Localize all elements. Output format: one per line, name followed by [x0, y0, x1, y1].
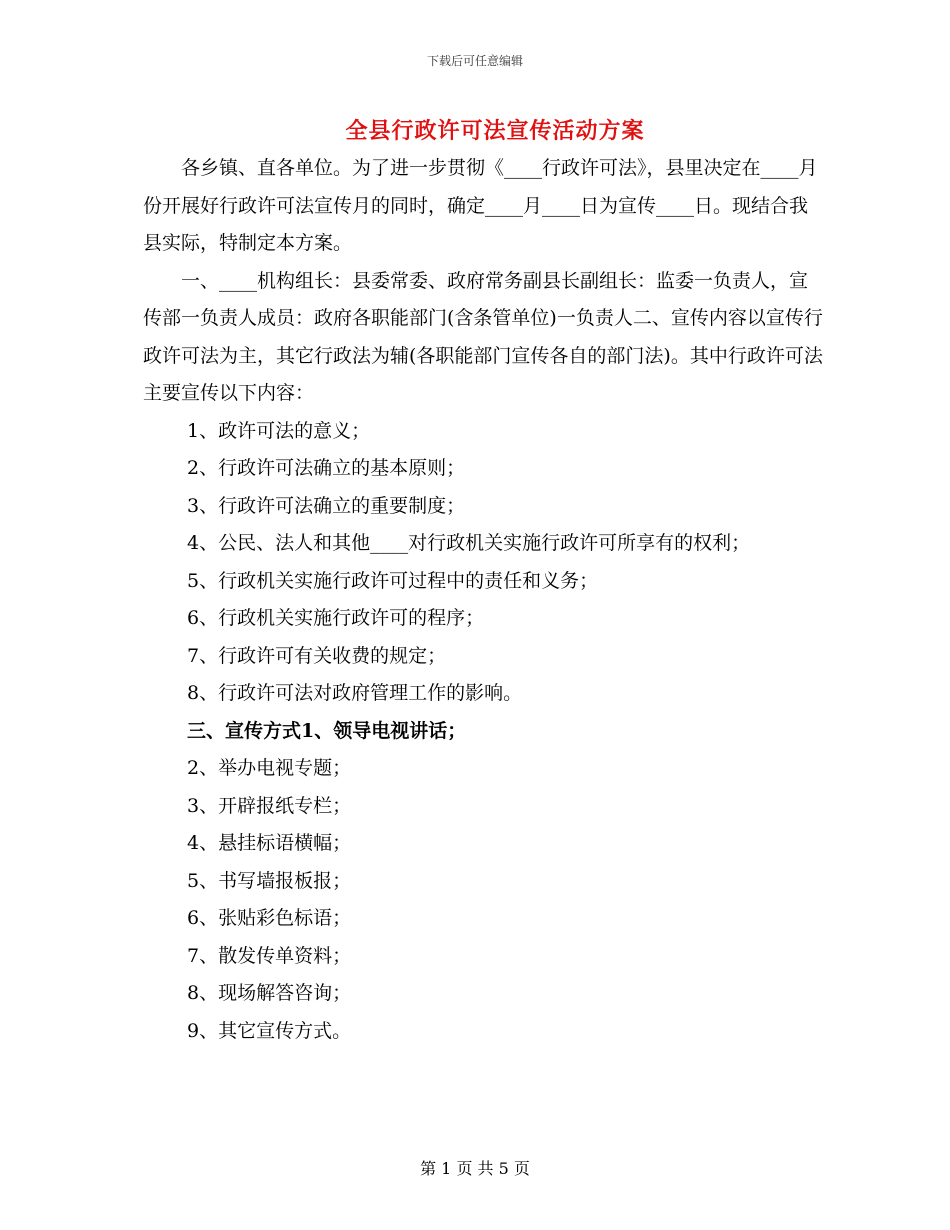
list-item: 6、张贴彩色标语；	[187, 907, 352, 929]
page-footer: 第 1 页 共 5 页	[420, 1159, 530, 1178]
list-item: 4、悬挂标语横幅；	[187, 832, 352, 854]
section-3-heading: 三、宣传方式1、领导电视讲话；	[187, 719, 467, 742]
list-item: 3、开辟报纸专栏；	[187, 794, 352, 817]
document-title: 全县行政许可法宣传活动方案	[345, 118, 645, 144]
list-item: 9、其它宣传方式。	[187, 1019, 352, 1042]
document-body	[143, 150, 823, 1050]
section-1-paragraph: 一、____机构组长：县委常委、政府常务副县长副组长：监委一负责人，宣传部一负责人成员：政府各职能部门(含条管单位)一负责人二、宣传内容以宣传行政许可法为主，其它行政法为辅(各职能部门宣传各自的部门法)。其中行政许可法主要宣传以下内容：	[143, 269, 823, 404]
intro-paragraph: 各乡镇、直各单位。为了进一步贯彻《____行政许可法》，县里决定在____月份开展好行政许可法宣传月的同时，确定____月____日为宣传____日。现结合我县实际，特制定本方案。	[143, 157, 818, 254]
list-item: 1、政许可法的意义；	[187, 419, 371, 442]
list-item: 2、行政许可法确立的基本原则；	[187, 457, 466, 479]
list-item: 3、行政许可法确立的重要制度；	[187, 494, 466, 517]
list-item: 2、举办电视专题；	[187, 757, 352, 779]
list-item: 5、书写墙报板报；	[187, 869, 352, 892]
list-item: 8、行政许可法对政府管理工作的影响。	[187, 682, 523, 704]
list-item: 7、散发传单资料；	[187, 944, 352, 967]
list-item: 6、行政机关实施行政许可的程序；	[187, 607, 485, 629]
page-header: 下载后可任意编辑	[426, 54, 523, 68]
list-item: 7、行政许可有关收费的规定；	[187, 644, 447, 667]
list-item: 5、行政机关实施行政许可过程中的责任和义务；	[187, 569, 599, 592]
list-item: 4、公民、法人和其他____对行政机关实施行政许可所享有的权利；	[187, 532, 751, 554]
list-item: 8、现场解答咨询；	[187, 982, 352, 1004]
